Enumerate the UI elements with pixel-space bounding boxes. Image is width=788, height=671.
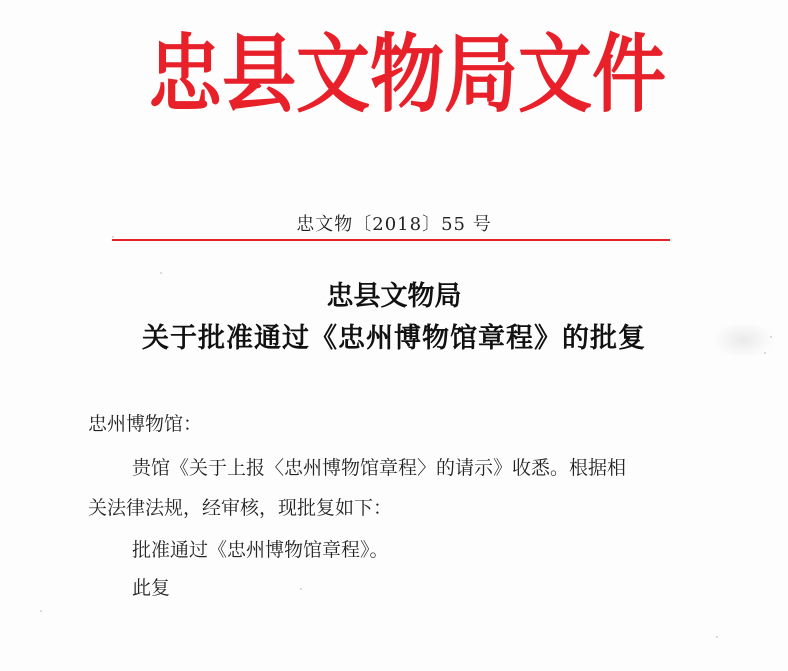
document-number: 忠文物〔2018〕55 号 (296, 214, 492, 235)
scan-speck (300, 588, 302, 590)
body-paragraph-line: 关法律法规，经审核，现批复如下： (88, 497, 393, 519)
closing-phrase: 此复 (132, 577, 171, 599)
red-divider-rule (112, 239, 670, 241)
scan-speck (716, 636, 718, 638)
masthead-char: 文 (296, 25, 370, 125)
body-paragraph: 批准通过《忠州博物馆章程》。 (132, 539, 389, 561)
scan-speck (764, 352, 766, 354)
masthead-char: 件 (592, 25, 666, 125)
masthead-char: 忠 (148, 25, 222, 125)
body-paragraph-line: 贵馆《关于上报〈忠州博物馆章程〉的请示》收悉。根据相 (132, 457, 627, 479)
masthead-title (148, 25, 666, 125)
salutation: 忠州博物馆： (88, 413, 203, 435)
scan-speck (112, 236, 114, 238)
document-title-line1: 忠县文物局 (326, 281, 462, 312)
scan-speck (770, 336, 772, 338)
masthead-char: 局 (444, 25, 518, 125)
masthead-char: 物 (370, 25, 444, 125)
masthead-char: 县 (222, 25, 296, 125)
document-title-line2: 关于批准通过《忠州博物馆章程》的批复 (142, 323, 646, 354)
scan-speck (160, 272, 162, 274)
scan-speck (40, 610, 42, 612)
masthead-char: 文 (518, 25, 592, 125)
